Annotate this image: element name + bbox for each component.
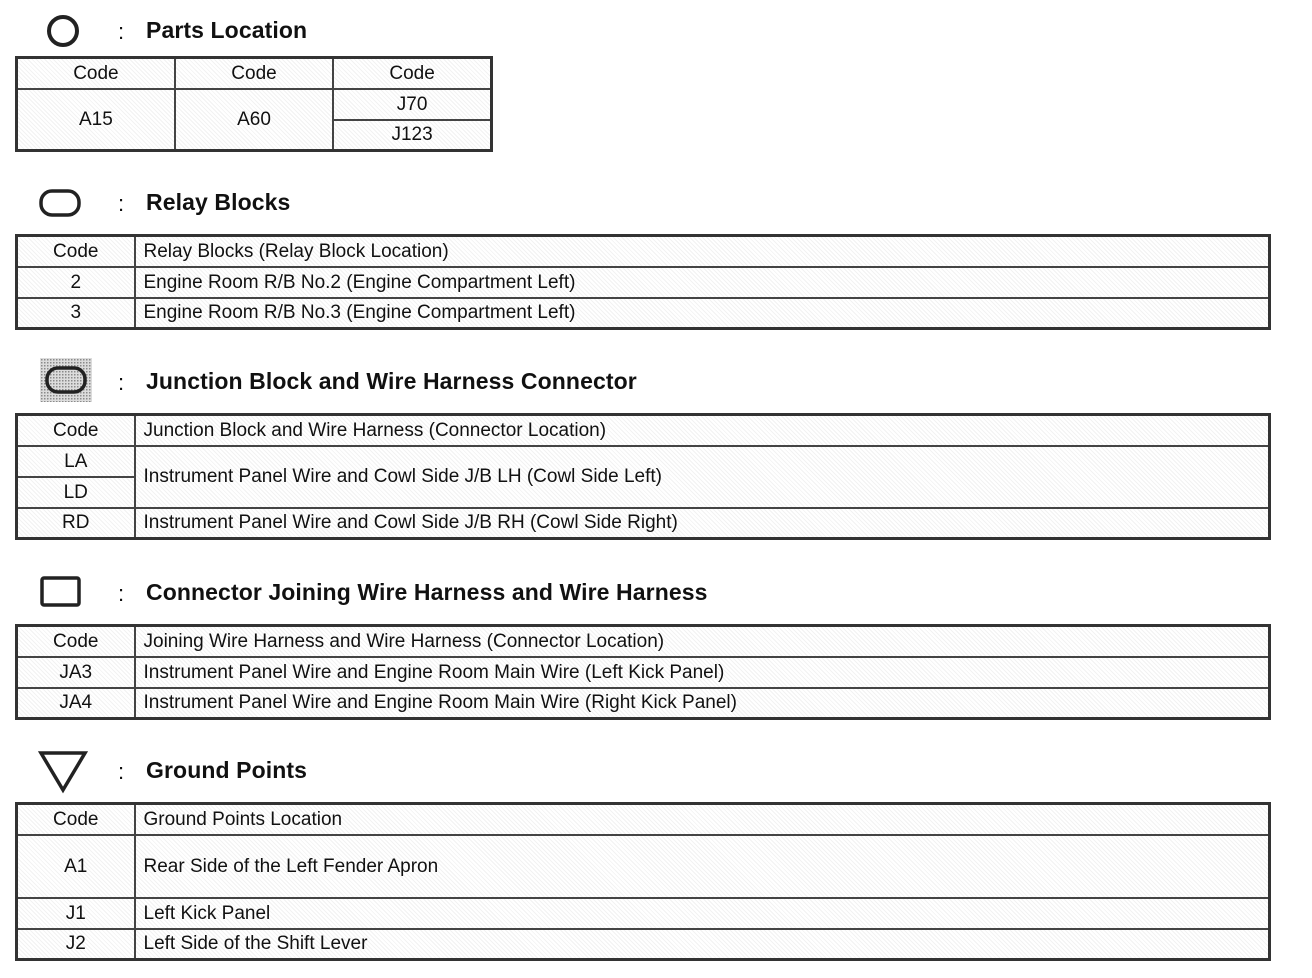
table-row	[17, 267, 1270, 298]
part-code: J70	[333, 89, 491, 120]
column-header: Relay Blocks (Relay Block Location)	[135, 236, 1270, 267]
section-title: Relay Blocks	[146, 189, 291, 215]
parts-location-table	[15, 56, 493, 152]
junction-block-table	[15, 413, 1271, 540]
row-code: LA	[17, 446, 135, 477]
table-row	[17, 446, 1270, 477]
table-row	[17, 835, 1270, 898]
section-colon: :	[118, 759, 125, 784]
section-title: Connector Joining Wire Harness and Wire Harness	[146, 579, 708, 605]
part-code: J123	[333, 120, 491, 151]
table-row	[17, 898, 1270, 929]
triangle-down-icon	[36, 748, 90, 796]
part-code: A60	[175, 89, 333, 151]
row-code: JA3	[17, 657, 135, 688]
rounded-rectangle-icon	[38, 187, 84, 219]
row-code: JA4	[17, 688, 135, 719]
row-description: Left Kick Panel	[135, 898, 1270, 929]
section-colon: :	[118, 19, 125, 44]
table-row	[17, 298, 1270, 329]
row-description: Rear Side of the Left Fender Apron	[135, 835, 1270, 898]
column-header: Code	[175, 58, 333, 89]
shaded-rounded-rectangle-icon	[38, 356, 96, 406]
row-code: J2	[17, 929, 135, 960]
circle-icon	[44, 13, 82, 49]
table-row	[17, 929, 1270, 960]
column-header: Code	[17, 415, 135, 446]
table-row	[17, 688, 1270, 719]
connector-joining-table	[15, 624, 1271, 720]
part-code: A15	[17, 89, 175, 151]
row-code: 3	[17, 298, 135, 329]
row-description: Engine Room R/B No.2 (Engine Compartment Left)	[135, 267, 1270, 298]
section-colon: :	[118, 191, 125, 216]
column-header: Code	[17, 236, 135, 267]
table-row	[17, 508, 1270, 539]
column-header: Code	[17, 626, 135, 657]
column-header: Ground Points Location	[135, 804, 1270, 835]
row-description: Instrument Panel Wire and Cowl Side J/B RH (Cowl Side Right)	[135, 508, 1270, 539]
section-colon: :	[118, 581, 125, 606]
row-description: Instrument Panel Wire and Engine Room Main Wire (Right Kick Panel)	[135, 688, 1270, 719]
relay-blocks-table	[15, 234, 1271, 330]
column-header: Code	[333, 58, 491, 89]
row-code: J1	[17, 898, 135, 929]
column-header: Code	[17, 804, 135, 835]
section-title: Ground Points	[146, 757, 308, 783]
row-description: Engine Room R/B No.3 (Engine Compartment Left)	[135, 298, 1270, 329]
row-description: Instrument Panel Wire and Engine Room Main Wire (Left Kick Panel)	[135, 657, 1270, 688]
row-code: 2	[17, 267, 135, 298]
row-code: RD	[17, 508, 135, 539]
section-title: Parts Location	[146, 17, 308, 43]
row-description: Left Side of the Shift Lever	[135, 929, 1270, 960]
ground-points-table	[15, 802, 1271, 961]
column-header: Code	[17, 58, 175, 89]
row-code: A1	[17, 835, 135, 898]
column-header: Joining Wire Harness and Wire Harness (Connector Location)	[135, 626, 1270, 657]
section-colon: :	[118, 370, 125, 395]
row-code: LD	[17, 477, 135, 508]
rectangle-icon	[38, 574, 84, 610]
column-header: Junction Block and Wire Harness (Connector Location)	[135, 415, 1270, 446]
section-title: Junction Block and Wire Harness Connector	[146, 368, 637, 394]
row-description: Instrument Panel Wire and Cowl Side J/B LH (Cowl Side Left)	[135, 446, 1270, 508]
table-row	[17, 657, 1270, 688]
